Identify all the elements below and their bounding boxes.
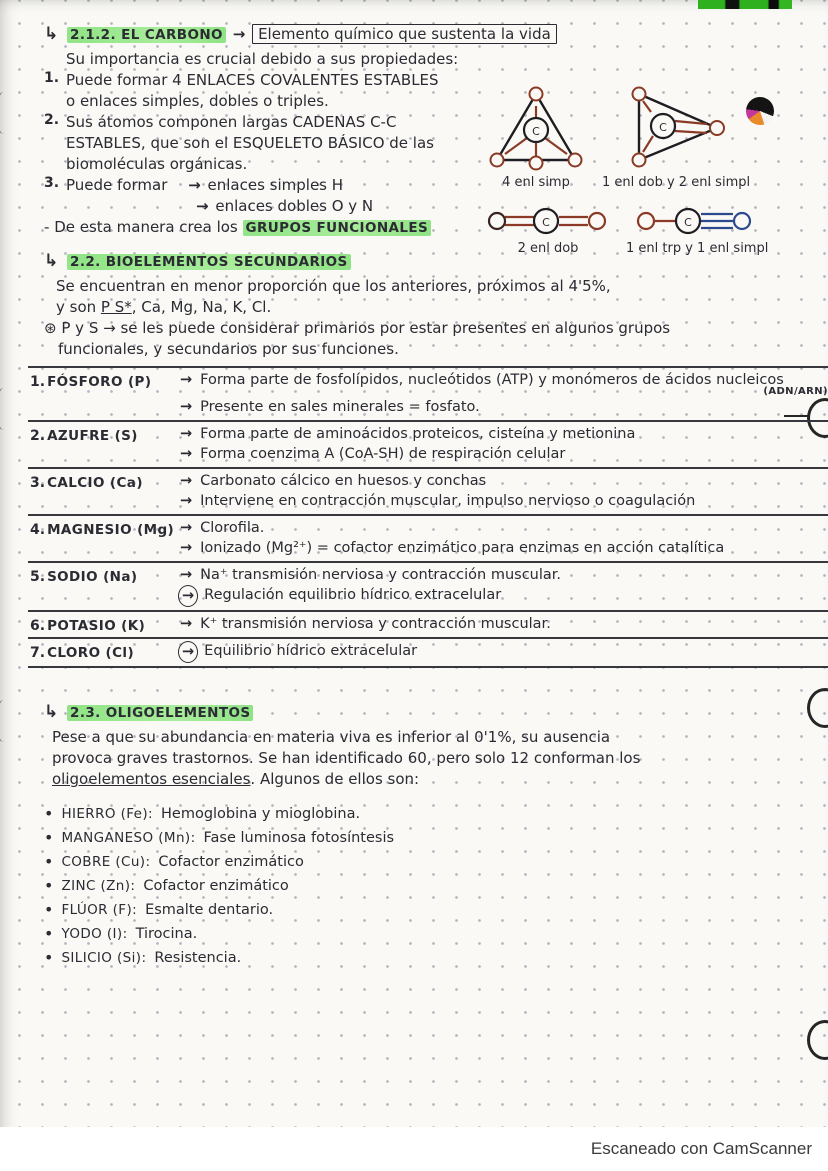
right-arrow-icon: → — [196, 197, 209, 215]
definition-line — [178, 518, 828, 538]
trace-element-name: COBRE (Cu): — [61, 854, 151, 870]
definition-line — [178, 538, 828, 558]
definition-line — [178, 370, 828, 390]
list-item — [44, 850, 814, 874]
definition-text: Clorofila. — [200, 520, 265, 536]
element-name: CALCIO (Ca) — [47, 475, 143, 491]
svg-text:C: C — [684, 216, 693, 229]
trace-element-name: HIERRO (Fe): — [61, 806, 153, 822]
definition-text: K⁺ transmisión nerviosa y contracción muscular. — [200, 616, 551, 632]
carbon-closing — [44, 217, 814, 239]
secondary-note-2: funcionales, y secundarios por sus funciones. — [58, 340, 399, 358]
table-row — [28, 368, 828, 422]
section-trace-title: 2.3. OLIGOELEMENTOS — [67, 705, 253, 721]
section-secondary-title: 2.2. BIOELEMENTOS SECUNDARIOS — [67, 254, 351, 270]
trace-element-role: Resistencia. — [154, 950, 242, 966]
bullet-icon: • — [44, 876, 54, 895]
trace-element-name: SILICIO (Si): — [61, 950, 147, 966]
point-text: biomoléculas orgánicas. — [66, 155, 248, 173]
point-text: Sus átomos componen largas CADENAS C-C — [66, 113, 397, 131]
diagram-caption: 1 enl dob y 2 enl simpl — [602, 175, 751, 190]
definition-line — [178, 585, 828, 607]
definition-line — [178, 397, 828, 417]
right-arrow-icon: → — [180, 520, 193, 536]
definition-text: Equilibrio hídrico extracelular — [204, 643, 418, 659]
element-cell — [30, 370, 178, 417]
carbon-point-1 — [44, 70, 496, 112]
secondary-intro-1: Se encuentran en menor proporción que los anteriores, próximos al 4'5%, — [56, 277, 611, 295]
point-text-part: enlaces simples H — [207, 176, 344, 194]
right-arrow-icon: → — [188, 176, 201, 194]
definition-line — [178, 444, 828, 464]
point-text: ESTABLES, que son el ESQUELETO BÁSICO de las — [66, 134, 434, 152]
right-arrow-icon: → — [180, 493, 193, 509]
row-number: 3. — [30, 475, 46, 491]
circled-right-arrow-icon: → — [178, 641, 198, 663]
element-cell — [30, 614, 178, 634]
carbon-boxed-definition: Elemento químico que sustenta la vida — [252, 24, 557, 44]
trace-intro-3 — [52, 769, 814, 790]
element-cell — [30, 518, 178, 558]
point-number: 3. — [44, 175, 60, 191]
point-number: 2. — [44, 112, 60, 128]
definition-line — [178, 641, 828, 663]
right-arrow-icon: → — [180, 446, 193, 462]
definition-text: Presente en sales minerales = fosfato. — [200, 399, 480, 415]
definition-line — [178, 424, 828, 444]
element-name: FÓSFORO (P) — [47, 374, 152, 390]
camscanner-credit: Escaneado con CamScanner — [590, 1139, 812, 1158]
section-carbon-title: 2.1.2. EL CARBONO — [67, 27, 226, 43]
element-cell — [30, 641, 178, 663]
definition-text: Na⁺ transmisión nerviosa y contracción muscular. — [200, 567, 562, 583]
element-name: SODIO (Na) — [47, 569, 138, 585]
row-number: 6. — [30, 618, 46, 634]
bullet-icon: • — [44, 948, 54, 967]
bullet-icon: • — [44, 924, 54, 943]
intro-part: y son — [56, 298, 101, 316]
right-arrow-icon: → — [180, 567, 193, 583]
diagram-caption: 2 enl dob — [517, 241, 579, 256]
trace-intro-1: Pese a que su abundancia en materia viva es inferior al 0'1%, su ausencia — [52, 728, 611, 746]
point-text-part: enlaces dobles O y N — [215, 197, 374, 215]
intro-part: , Ca, Mg, Na, K, Cl. — [131, 298, 272, 316]
definition-line — [178, 471, 828, 491]
hook-arrow-icon: ↳ — [44, 24, 59, 44]
right-arrow-icon: → — [180, 426, 193, 442]
element-cell — [30, 471, 178, 511]
definition-text: Regulación equilibrio hídrico extracelular — [204, 587, 502, 603]
secondary-elements-table — [28, 366, 828, 668]
secondary-intro-2 — [56, 297, 814, 318]
trace-element-role: Cofactor enzimático — [143, 878, 289, 894]
hook-arrow-icon: ↳ — [44, 251, 59, 271]
row-number: 4. — [30, 522, 46, 538]
right-arrow-icon: → — [232, 25, 246, 43]
bullet-icon: • — [44, 900, 54, 919]
element-cell — [30, 424, 178, 464]
element-name: CLORO (Cl) — [47, 645, 135, 661]
definition-text: Forma coenzima A (CoA-SH) de respiración celular — [200, 446, 566, 462]
definition-line — [178, 614, 828, 634]
list-item — [44, 874, 814, 898]
definition-text: Forma parte de fosfolípidos, nucleótidos (ATP) y monómeros de ácidos nucleicos — [200, 372, 784, 388]
right-arrow-icon: → — [180, 473, 193, 489]
list-item — [44, 802, 814, 826]
right-arrow-icon: → — [180, 540, 193, 556]
trace-element-name: YODO (I): — [61, 926, 128, 942]
list-item — [44, 826, 814, 850]
carbon-point-3 — [44, 175, 496, 217]
element-name: MAGNESIO (Mg) — [47, 522, 175, 538]
trace-element-role: Hemoglobina y mioglobina. — [161, 806, 361, 822]
camscanner-footer — [0, 1127, 828, 1171]
trace-element-role: Cofactor enzimático — [158, 854, 304, 870]
circled-right-arrow-icon: → — [178, 585, 198, 607]
section-trace-header — [44, 702, 814, 724]
row-number: 2. — [30, 428, 46, 444]
closing-highlight: GRUPOS FUNCIONALES — [243, 220, 432, 236]
table-row — [28, 612, 828, 639]
svg-text:C: C — [659, 121, 667, 134]
note-text: P y S → se les puede considerar primarios por estar presentes en algunos grupos — [61, 319, 671, 337]
point-text-part: Puede formar — [66, 176, 168, 194]
row-number: 5. — [30, 569, 46, 585]
closing-text: De esta manera crea los — [54, 218, 243, 236]
diagram-caption: 4 enl simp — [502, 175, 570, 190]
trace-element-role: Fase luminosa fotosíntesis — [203, 830, 395, 846]
bullet-icon: • — [44, 804, 54, 823]
list-item — [44, 922, 814, 946]
table-row — [28, 516, 828, 563]
definition-text: Forma parte de aminoácidos proteicos, cisteína y metionina — [200, 426, 636, 442]
underlined-essential-trace: oligoelementos esenciales — [52, 770, 251, 788]
adn-arn-note: (ADN/ARN) — [763, 386, 828, 397]
definition-text: Carbonato cálcico en huesos y conchas — [200, 473, 487, 489]
hook-arrow-icon: ↳ — [44, 702, 59, 722]
dash-glyph: - — [44, 218, 50, 236]
trace-element-name: FLÚOR (F): — [61, 902, 138, 918]
table-row — [28, 639, 828, 668]
row-number: 7. — [30, 645, 46, 661]
list-item — [44, 898, 814, 922]
table-row — [28, 469, 828, 516]
table-row — [28, 563, 828, 612]
trace-elements-list — [44, 802, 814, 970]
trace-element-role: Esmalte dentario. — [145, 902, 274, 918]
point-text — [66, 175, 373, 196]
table-row — [28, 422, 828, 469]
intro-part: . Algunos de ellos son: — [250, 770, 420, 788]
definition-line — [178, 565, 828, 585]
right-arrow-icon: → — [180, 399, 193, 415]
element-name: POTASIO (K) — [47, 618, 146, 634]
element-name: AZUFRE (S) — [47, 428, 138, 444]
circled-asterisk-icon: ⊛ — [44, 319, 57, 337]
right-arrow-icon: → — [180, 616, 193, 632]
trace-element-role: Tirocina. — [135, 926, 198, 942]
bullet-icon: • — [44, 828, 54, 847]
list-item — [44, 946, 814, 970]
binder-ring-shadow — [807, 1020, 828, 1060]
carbon-intro: Su importancia es crucial debido a sus propiedades: — [66, 50, 459, 68]
secondary-note-1 — [44, 318, 814, 339]
svg-text:C: C — [532, 125, 540, 138]
trace-element-name: ZINC (Zn): — [61, 878, 136, 894]
trace-intro-2: provoca graves trastornos. Se han identificado 60, pero solo 12 conforman los — [52, 749, 641, 767]
svg-text:C: C — [542, 216, 550, 229]
definition-line — [178, 491, 828, 511]
underlined-ps: P S* — [100, 298, 132, 316]
point-text: o enlaces simples, dobles o triples. — [66, 92, 329, 110]
bullet-icon: • — [44, 852, 54, 871]
point-text: Puede formar 4 ENLACES COVALENTES ESTABLES — [66, 71, 439, 89]
point-text — [194, 196, 373, 217]
section-carbon-header — [44, 24, 814, 46]
trace-element-name: MANGANESO (Mn): — [61, 830, 196, 846]
definition-text: Interviene en contracción muscular, impulso nervioso o coagulación — [200, 493, 696, 509]
element-cell — [30, 565, 178, 607]
section-secondary-header — [44, 251, 814, 273]
right-arrow-icon: → — [180, 372, 193, 388]
diagram-caption: 1 enl trp y 1 enl simpl — [626, 241, 769, 256]
definition-text: Ionizado (Mg²⁺) = cofactor enzimático para enzimas en acción catalítica — [200, 540, 725, 556]
point-number: 1. — [44, 70, 60, 86]
row-number: 1. — [30, 374, 46, 390]
carbon-point-2 — [44, 112, 496, 175]
